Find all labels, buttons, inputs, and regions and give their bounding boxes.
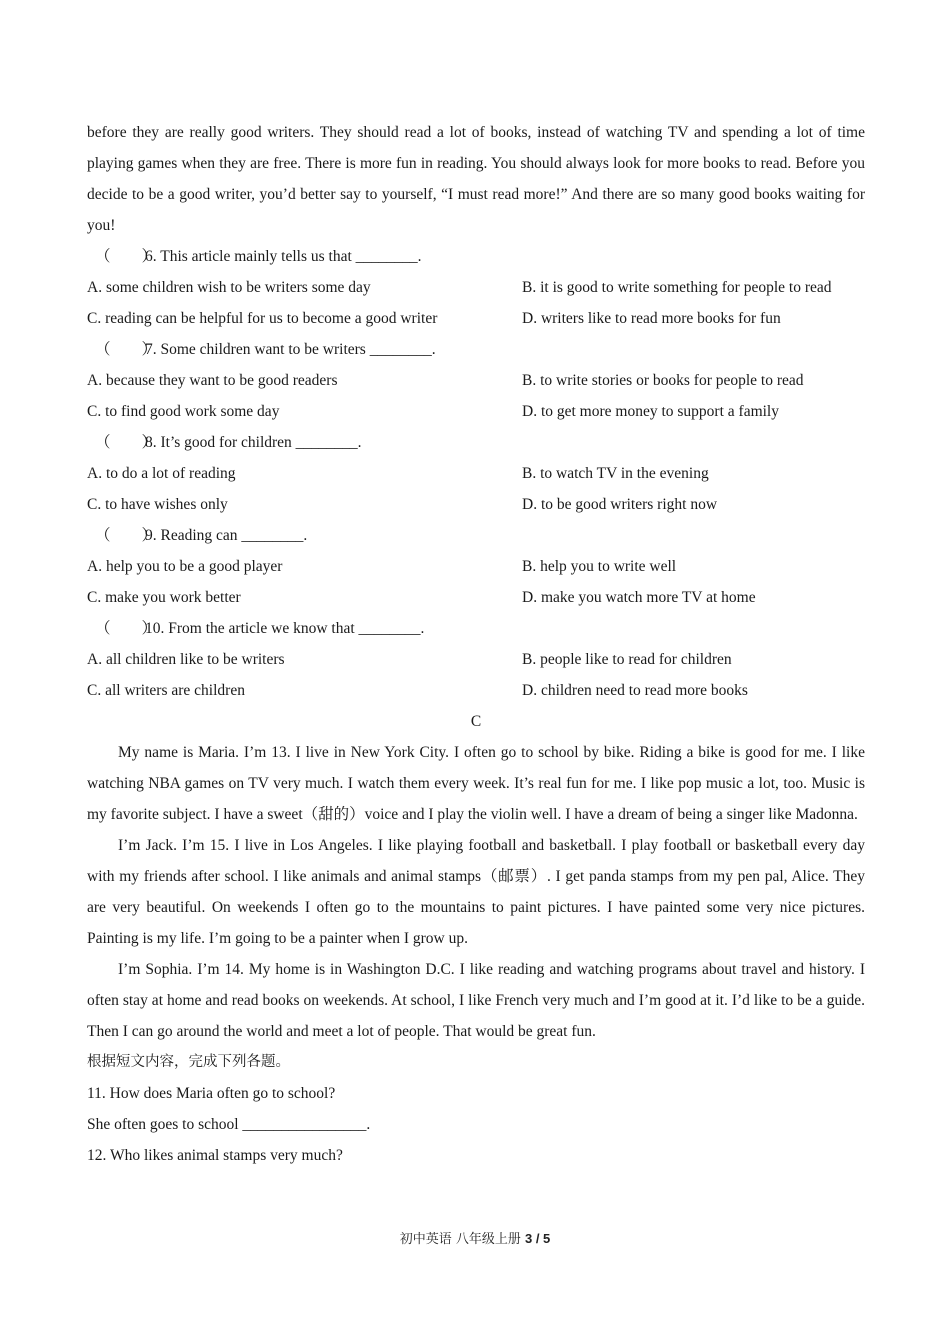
passage-paragraph-maria: My name is Maria. I’m 13. I live in New York City. I often go to school by bike. Riding a bike is good for me. I like watching NBA games on TV very much. I watch them every week. It’s real fun for me. I like pop music a lot, too. Music is my favorite subject. I have a sweet（甜的）voice and I play the violin well. I have a dream of being a singer like Madonna. — [87, 744, 865, 823]
answer-blank: （ ） — [95, 620, 158, 637]
option-d: D. to be good writers right now — [522, 496, 718, 513]
option-c: C. to find good work some day — [87, 403, 280, 420]
option-b: B. help you to write well — [522, 558, 677, 575]
option-d: D. writers like to read more books for fun — [522, 310, 781, 327]
footer-subject: 初中英语 八年级上册 — [399, 1232, 525, 1247]
option-a: A. some children wish to be writers some day — [87, 279, 371, 296]
section-instruction: 根据短文内容，完成下列各题。 — [87, 1054, 290, 1070]
option-b: B. it is good to write something for people to read — [522, 279, 832, 296]
question-10 — [87, 613, 865, 706]
option-c: C. reading can be helpful for us to become a good writer — [87, 310, 438, 327]
option-d: D. make you watch more TV at home — [522, 589, 756, 606]
question-7 — [87, 334, 865, 427]
passage-paragraph-jack: I’m Jack. I’m 15. I live in Los Angeles. I like playing football and basketball. I play football or basketball every day with my friends after school. I like animals and animal stamps（邮票）. I get panda stamps from my pen pal, Alice. They are very beautiful. On weekends I often go to the mountains to paint pictures. I have painted some very nice pictures. Painting is my life. I’m going to be a painter when I grow up. — [87, 837, 865, 947]
option-b: B. to watch TV in the evening — [522, 465, 709, 482]
section-heading: C — [470, 713, 482, 730]
answer-blank: （ ） — [95, 527, 158, 544]
question-stem: 8. It’s good for children ________. — [145, 434, 362, 451]
option-d: D. to get more money to support a family — [522, 403, 779, 420]
option-b: B. people like to read for children — [522, 651, 732, 668]
option-c: C. all writers are children — [87, 682, 245, 699]
question-stem: 10. From the article we know that ________. — [145, 620, 425, 637]
question-8 — [87, 427, 865, 520]
question-stem: 7. Some children want to be writers ________. — [145, 341, 436, 358]
option-c: C. to have wishes only — [87, 496, 228, 513]
option-a: A. help you to be a good player — [87, 558, 283, 575]
document-body — [87, 117, 865, 1171]
option-b: B. to write stories or books for people to read — [522, 372, 804, 389]
answer-blank: （ ） — [95, 248, 158, 265]
question-stem: 9. Reading can ________. — [145, 527, 308, 544]
option-a: A. to do a lot of reading — [87, 465, 236, 482]
passage-paragraph-sophia: I’m Sophia. I’m 14. My home is in Washington D.C. I like reading and watching programs about travel and history. I often stay at home and read books on weekends. At school, I like French very much and I’m good at it. I’d like to be a guide. Then I can go around the world and meet a lot of people. That would be great fun. — [87, 961, 865, 1040]
page-number: 3 / 5 — [524, 1231, 551, 1246]
option-a: A. all children like to be writers — [87, 651, 285, 668]
question-9 — [87, 520, 865, 613]
question-11: 11. How does Maria often go to school? — [87, 1085, 336, 1102]
intro-paragraph: before they are really good writers. They should read a lot of books, instead of watching TV and spending a lot of time playing games when they are free. There is more fun in reading. You should always look for more books to read. Before you decide to be a good writer, you’d better say to yourself, “I must read more!” And there are so many good books waiting for you! — [87, 124, 865, 234]
question-12: 12. Who likes animal stamps very much? — [87, 1147, 343, 1164]
question-6 — [87, 241, 865, 334]
answer-line-11: She often goes to school ________________. — [87, 1116, 371, 1133]
page-footer — [0, 1228, 950, 1247]
answer-blank: （ ） — [95, 434, 158, 451]
answer-blank: （ ） — [95, 341, 158, 358]
option-d: D. children need to read more books — [522, 682, 748, 699]
option-c: C. make you work better — [87, 589, 241, 606]
question-stem: 6. This article mainly tells us that ________. — [145, 248, 422, 265]
option-a: A. because they want to be good readers — [87, 372, 338, 389]
